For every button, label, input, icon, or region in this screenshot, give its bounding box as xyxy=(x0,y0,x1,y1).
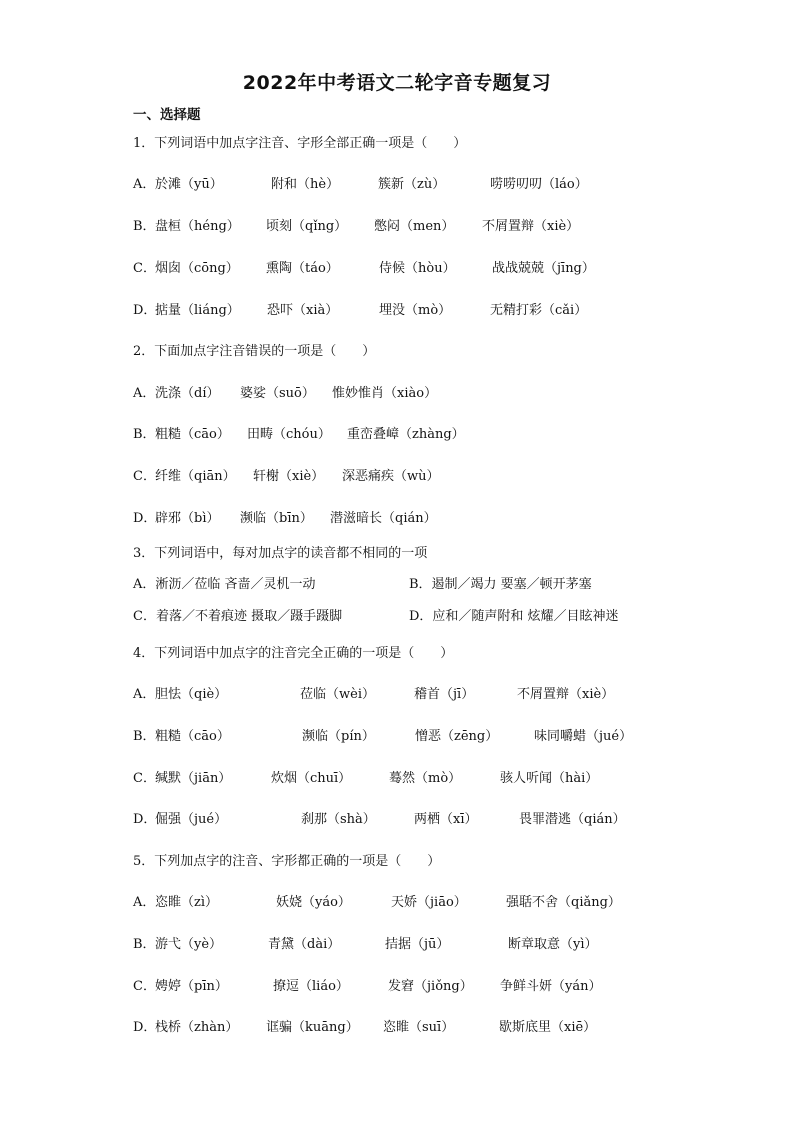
option-letter: A． xyxy=(133,177,156,192)
option-item: 炊烟（chuī） xyxy=(271,771,352,786)
option-letter: C． xyxy=(133,261,156,276)
option-item: 争鲜斗妍（yán） xyxy=(500,979,602,994)
option-item: 娉婷（pīn） xyxy=(155,979,228,994)
option-item: 憋闷（men） xyxy=(374,219,455,234)
option-item: 不屑置辩（xiè） xyxy=(482,219,580,234)
option-item: 蓦然（mò） xyxy=(389,771,462,786)
option-item: 重峦叠嶂（zhàng） xyxy=(347,427,465,442)
option-item: 倔强（jué） xyxy=(155,812,228,827)
option-item: 莅临（wèi） xyxy=(300,687,375,702)
option-letter: D． xyxy=(133,812,157,827)
option-item: 侍候（hòu） xyxy=(379,261,456,276)
option-letter: A． xyxy=(133,386,156,401)
option-item: 骇人听闻（hài） xyxy=(500,771,599,786)
option-item: 味同嚼蜡（jué） xyxy=(534,729,633,744)
option-letter: C． xyxy=(133,469,156,484)
option-item: 纤维（qiān） xyxy=(155,469,236,484)
option-letter: B． xyxy=(133,937,156,952)
q3-option-a[interactable]: A．淅沥／莅临 吝啬／灵机一动 xyxy=(133,577,316,592)
option-item: 无精打彩（cǎi） xyxy=(490,303,588,318)
option-item: 游弋（yè） xyxy=(155,937,223,952)
option-item: 洗涤（dí） xyxy=(155,386,220,401)
option-item: 唠唠叨叨（láo） xyxy=(490,177,588,192)
option-item: 妖娆（yáo） xyxy=(276,895,351,910)
question-stem-1: 1．下列词语中加点字注音、字形全部正确一项是（ ） xyxy=(133,136,467,151)
option-item: 稽首（jī） xyxy=(414,687,475,702)
option-item: 轩榭（xiè） xyxy=(253,469,325,484)
option-letter: B． xyxy=(133,219,156,234)
question-stem-5: 5．下列加点字的注音、字形都正确的一项是（ ） xyxy=(133,854,441,869)
option-letter: C． xyxy=(133,771,156,786)
question-stem-3: 3．下列词语中，每对加点字的读音都不相同的一项 xyxy=(133,546,428,561)
option-item: 栈桥（zhàn） xyxy=(155,1020,239,1035)
option-letter: A． xyxy=(133,687,156,702)
option-item: 胆怯（qiè） xyxy=(155,687,228,702)
option-item: 诓骗（kuāng） xyxy=(266,1020,359,1035)
option-item: 於滩（yū） xyxy=(155,177,223,192)
option-item: 濒临（bīn） xyxy=(240,511,313,526)
option-item: 粗糙（cāo） xyxy=(155,427,230,442)
option-item: 深恶痛疾（wù） xyxy=(342,469,440,484)
option-item: 恣睢（suī） xyxy=(383,1020,455,1035)
option-item: 撩逗（liáo） xyxy=(273,979,349,994)
option-item: 辟邪（bì） xyxy=(155,511,220,526)
q3-option-b[interactable]: B．遏制／竭力 要塞／顿开茅塞 xyxy=(409,577,592,592)
option-item: 刹那（shà） xyxy=(301,812,376,827)
option-item: 歇斯底里（xiē） xyxy=(499,1020,597,1035)
option-item: 青黛（dài） xyxy=(268,937,341,952)
option-item: 烟囱（cōng） xyxy=(155,261,239,276)
question-stem-2: 2．下面加点字注音错误的一项是（ ） xyxy=(133,344,376,359)
option-item: 畏罪潜逃（qián） xyxy=(519,812,626,827)
option-item: 两栖（xī） xyxy=(414,812,478,827)
q3-option-c[interactable]: C．着落／不着痕迹 摄取／蹑手蹑脚 xyxy=(133,609,343,624)
option-item: 盘桓（héng） xyxy=(155,219,240,234)
option-item: 恐吓（xià） xyxy=(267,303,339,318)
section-heading: 一、选择题 xyxy=(133,107,201,123)
option-letter: B． xyxy=(133,729,156,744)
option-item: 粗糙（cāo） xyxy=(155,729,230,744)
option-letter: D． xyxy=(133,1020,157,1035)
option-item: 田畴（chóu） xyxy=(247,427,331,442)
option-item: 簇新（zù） xyxy=(378,177,446,192)
option-letter: D． xyxy=(133,511,157,526)
option-item: 天娇（jiāo） xyxy=(391,895,467,910)
option-item: 熏陶（táo） xyxy=(266,261,339,276)
option-item: 掂量（liáng） xyxy=(155,303,240,318)
option-item: 不屑置辩（xiè） xyxy=(517,687,615,702)
option-item: 憎恶（zēng） xyxy=(415,729,499,744)
option-item: 缄默（jiān） xyxy=(155,771,232,786)
option-item: 拮据（jū） xyxy=(385,937,450,952)
option-item: 战战兢兢（jīng） xyxy=(492,261,595,276)
option-item: 埋没（mò） xyxy=(379,303,452,318)
page-title: 2022年中考语文二轮字音专题复习 xyxy=(242,72,552,94)
option-item: 濒临（pín） xyxy=(302,729,375,744)
option-item: 发窘（jiǒng） xyxy=(388,979,473,994)
option-letter: A． xyxy=(133,895,156,910)
option-letter: D． xyxy=(133,303,157,318)
q3-option-d[interactable]: D．应和／随声附和 炫耀／目眩神迷 xyxy=(409,609,619,624)
option-item: 潜滋暗长（qián） xyxy=(330,511,437,526)
option-item: 婆娑（suō） xyxy=(240,386,315,401)
option-item: 附和（hè） xyxy=(271,177,340,192)
option-item: 强聒不舍（qiǎng） xyxy=(506,895,621,910)
option-item: 顷刻（qǐng） xyxy=(266,219,348,234)
option-item: 断章取意（yì） xyxy=(508,937,598,952)
option-letter: C． xyxy=(133,979,156,994)
option-item: 惟妙惟肖（xiào） xyxy=(332,386,438,401)
option-letter: B． xyxy=(133,427,156,442)
option-item: 恣睢（zì） xyxy=(155,895,219,910)
question-stem-4: 4．下列词语中加点字的注音完全正确的一项是（ ） xyxy=(133,646,454,661)
